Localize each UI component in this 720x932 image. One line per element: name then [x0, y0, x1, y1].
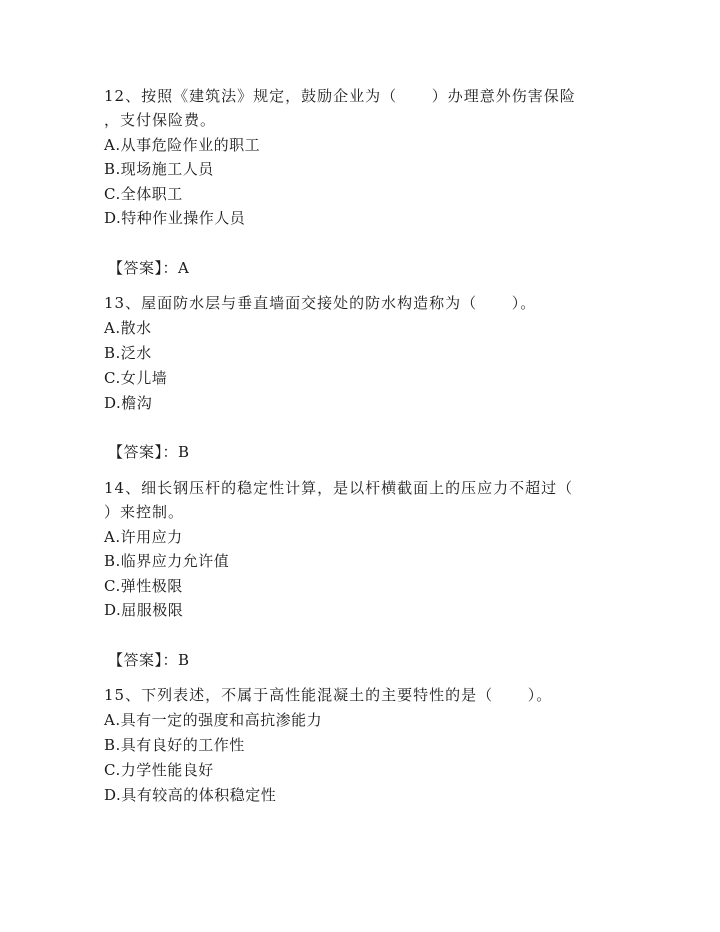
question-15-option-b: B.具有良好的工作性 — [104, 736, 245, 754]
question-14-answer: 【答案】：B — [108, 651, 190, 669]
question-13-option-d: D.檐沟 — [104, 394, 153, 412]
question-14-option-b: B.临界应力允许值 — [104, 552, 230, 570]
question-12-stem-line1: 12、按照《建筑法》规定，鼓励企业为（ ）办理意外伤害保险 — [104, 87, 576, 105]
question-15-option-d: D.具有较高的体积稳定性 — [104, 786, 277, 804]
question-13-option-c: C.女儿墙 — [104, 369, 168, 387]
question-14-option-d: D.屈服极限 — [104, 601, 184, 619]
question-12-option-a: A.从事危险作业的职工 — [104, 136, 261, 154]
question-12-stem-line2: ，支付保险费。 — [104, 111, 217, 129]
question-12-option-d: D.特种作业操作人员 — [104, 209, 246, 227]
question-15-option-a: A.具有一定的强度和高抗渗能力 — [104, 711, 323, 729]
question-14-stem-line1: 14、细长钢压杆的稳定性计算，是以杆横截面上的压应力不超过（ — [104, 479, 574, 497]
question-13-option-a: A.散水 — [104, 319, 152, 337]
question-12-option-c: C.全体职工 — [104, 185, 183, 203]
question-15-stem-line1: 15、下列表述，不属于高性能混凝土的主要特性的是（ ）。 — [104, 686, 553, 704]
question-15-option-c: C.力学性能良好 — [104, 761, 214, 779]
question-13-option-b: B.泛水 — [104, 344, 152, 362]
question-14-stem-line2: ）来控制。 — [104, 503, 185, 521]
question-13-answer: 【答案】：B — [108, 443, 190, 461]
question-12-answer: 【答案】：A — [108, 259, 190, 277]
question-12-option-b: B.现场施工人员 — [104, 160, 214, 178]
question-14-option-a: A.许用应力 — [104, 528, 183, 546]
question-14-option-c: C.弹性极限 — [104, 577, 183, 595]
question-13-stem-line1: 13、屋面防水层与垂直墙面交接处的防水构造称为（ ）。 — [104, 294, 537, 312]
